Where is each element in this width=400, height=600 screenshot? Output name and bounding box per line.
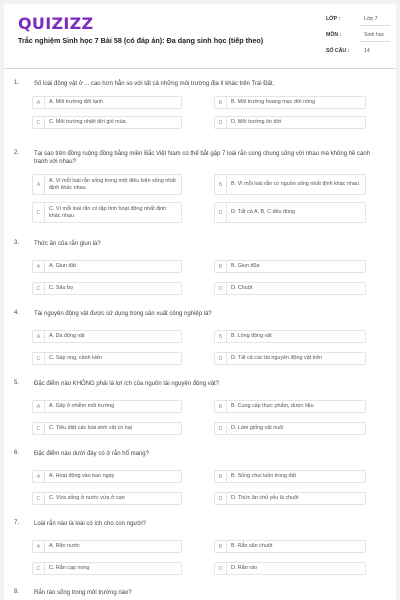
option-letter: B xyxy=(215,331,227,342)
option-a[interactable] xyxy=(32,330,182,343)
option-letter: D xyxy=(215,423,227,434)
option-letter: D xyxy=(215,353,227,364)
option-c[interactable] xyxy=(32,282,182,295)
option-letter: C xyxy=(33,493,45,504)
meta-subject-value: Sinh học xyxy=(364,32,385,38)
option-d[interactable] xyxy=(214,422,366,435)
option-letter: B xyxy=(215,97,227,108)
option-text: B. Cung cấp thực phẩm, dược liệu xyxy=(231,403,314,409)
option-b[interactable] xyxy=(214,174,366,195)
option-letter: D xyxy=(215,283,227,294)
option-letter: B xyxy=(215,401,227,412)
option-a[interactable] xyxy=(32,540,182,553)
option-c[interactable] xyxy=(32,202,182,223)
question-stem: Tại sao trên đồng ruộng đồng bằng miền Bắc Việt Nam có thể bắt gặp 7 loài rắn cùng chung sống với nhau mà không hề cạnh tranh với nhau? xyxy=(34,151,371,165)
option-letter: B xyxy=(215,471,227,482)
option-letter: B xyxy=(215,261,227,272)
option-a[interactable] xyxy=(32,174,182,195)
option-text: A. Giun đất xyxy=(49,263,76,269)
option-text: B. Lông động vật xyxy=(231,333,272,339)
option-b[interactable] xyxy=(214,330,366,343)
meta-count-label: SỐ CÂU : xyxy=(326,48,350,54)
option-text: D. Tất cả các tài nguyên động vật trên xyxy=(231,355,322,361)
option-text: A. Da động vật xyxy=(49,333,85,339)
option-text: C. Sâu bọ xyxy=(49,285,73,291)
option-text: A. Gây ô nhiễm môi trường xyxy=(49,403,115,409)
option-letter: C xyxy=(33,283,45,294)
option-text: A. Vì mỗi loài rắn sống trong một điều kiện sống nhất định khác nhau xyxy=(49,177,176,191)
option-text: B. Môi trường hoang mạc đới nóng xyxy=(231,99,316,105)
option-text: C. Môi trường nhiệt đới gió mùa xyxy=(49,119,126,125)
option-b[interactable] xyxy=(214,470,366,483)
question-number: 6. xyxy=(14,450,20,456)
meta-divider xyxy=(360,41,390,42)
question-stem: Rắn ráo sống trong môi trường nào? xyxy=(34,590,132,596)
option-text: B. Rắn săn chuột xyxy=(231,543,273,549)
option-text: B. Giun đũa xyxy=(231,263,260,269)
question-stem: Số loài động vật ở ... cao hơn hẳn so với tất cả những môi trường địa lí khác trên Trái Đất. xyxy=(34,81,275,87)
option-a[interactable] xyxy=(32,400,182,413)
question-stem: Đặc điểm nào KHÔNG phải là lợi ích của nguồn tài nguyên động vật? xyxy=(34,381,220,387)
option-b[interactable] xyxy=(214,260,366,273)
option-text: C. Vì mỗi loài rắn có tập tính hoạt động nhất định khác nhau xyxy=(49,205,167,219)
question-number: 7. xyxy=(14,520,20,526)
option-letter: D xyxy=(215,563,227,574)
worksheet-title: Trắc nghiệm Sinh học 7 Bài 58 (có đáp án): Đa dạng sinh học (tiếp theo) xyxy=(18,36,264,45)
question-number: 5. xyxy=(14,380,20,386)
meta-count-value: 14 xyxy=(364,48,370,54)
option-text: D. Tất cả A, B, C đều đúng xyxy=(231,209,296,215)
option-text: D. Thức ăn chủ yếu là chuột xyxy=(231,495,299,501)
meta-class-label: LỚP : xyxy=(326,16,341,22)
option-c[interactable] xyxy=(32,116,182,129)
option-c[interactable] xyxy=(32,422,182,435)
option-text: C. Rắn cạp nong xyxy=(49,565,90,571)
option-letter: C xyxy=(33,203,45,222)
option-letter: A xyxy=(33,541,45,552)
question-number: 2. xyxy=(14,150,20,156)
option-text: A. Môi trường đới lạnh xyxy=(49,99,104,105)
option-letter: D xyxy=(215,203,227,222)
option-b[interactable] xyxy=(214,400,366,413)
option-c[interactable] xyxy=(32,492,182,505)
option-a[interactable] xyxy=(32,96,182,109)
option-text: C. Tiêu diệt các loài sinh vật có hại xyxy=(49,425,132,431)
meta-class-value: Lớp 7 xyxy=(364,16,378,22)
option-b[interactable] xyxy=(214,96,366,109)
option-text: A. Rắn nước xyxy=(49,543,80,549)
option-letter: D xyxy=(215,117,227,128)
option-a[interactable] xyxy=(32,470,182,483)
option-d[interactable] xyxy=(214,492,366,505)
question-stem: Loài rắn nào là loài có ích cho con người? xyxy=(34,521,147,527)
option-text: B. Vì mỗi loài rắn có nguồn sống nhất định khác nhau xyxy=(231,181,359,187)
option-text: C. Vừa sống ở nước vừa ở cạn xyxy=(49,495,125,501)
option-d[interactable] xyxy=(214,562,366,575)
option-text: C. Sáp ong, cánh kiến xyxy=(49,355,103,361)
question-number: 3. xyxy=(14,240,20,246)
option-c[interactable] xyxy=(32,562,182,575)
option-letter: A xyxy=(33,471,45,482)
option-letter: A xyxy=(33,261,45,272)
option-text: B. Sống chui luồn trong đất xyxy=(231,473,297,479)
question-number: 8. xyxy=(14,589,20,595)
option-letter: A xyxy=(33,401,45,412)
option-letter: B xyxy=(215,175,227,194)
quizizz-logo: QUIZIZZ xyxy=(18,14,94,33)
question-stem: Tài nguyên động vật được sử dụng trong sản xuất công nghiệp là? xyxy=(34,311,212,317)
option-letter: A xyxy=(33,331,45,342)
worksheet-page xyxy=(4,4,396,600)
worksheet-header xyxy=(4,4,396,69)
option-text: D. Môi trường ôn đới xyxy=(231,119,282,125)
option-text: D. Rắn ráo xyxy=(231,565,258,571)
question-stem: Thức ăn của rắn giun là? xyxy=(34,241,101,247)
option-d[interactable] xyxy=(214,282,366,295)
option-d[interactable] xyxy=(214,352,366,365)
option-letter: C xyxy=(33,117,45,128)
option-letter: C xyxy=(33,563,45,574)
option-letter: C xyxy=(33,353,45,364)
option-b[interactable] xyxy=(214,540,366,553)
option-letter: A xyxy=(33,175,45,194)
option-c[interactable] xyxy=(32,352,182,365)
option-letter: D xyxy=(215,493,227,504)
option-letter: A xyxy=(33,97,45,108)
option-letter: C xyxy=(33,423,45,434)
meta-divider xyxy=(360,25,390,26)
option-text: A. Hoạt động vào ban ngày xyxy=(49,473,115,479)
option-letter: B xyxy=(215,541,227,552)
option-d[interactable] xyxy=(214,202,366,223)
option-text: D. Chuột xyxy=(231,285,253,291)
option-d[interactable] xyxy=(214,116,366,129)
question-stem: Đặc điểm nào dưới đây có ở rắn hổ mang? xyxy=(34,451,149,457)
question-number: 4. xyxy=(14,310,20,316)
option-text: D. Làm giống vật nuôi xyxy=(231,425,284,431)
question-number: 1. xyxy=(14,80,20,86)
option-a[interactable] xyxy=(32,260,182,273)
meta-subject-label: MÔN : xyxy=(326,32,342,38)
